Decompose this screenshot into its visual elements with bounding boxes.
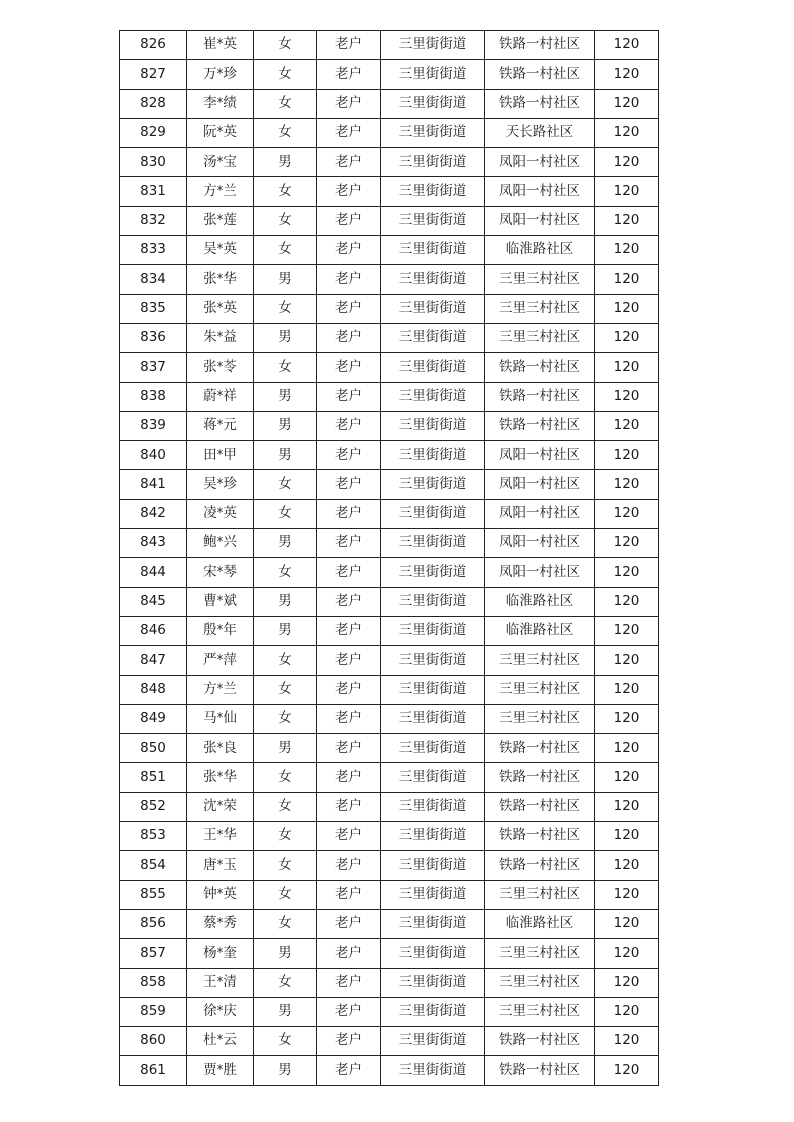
table-row [120, 675, 659, 704]
cell-amount: 120 [595, 968, 659, 997]
cell-amount: 120 [595, 353, 659, 382]
cell-name: 吴*英 [187, 236, 254, 265]
cell-gender: 男 [254, 1056, 317, 1085]
cell-community: 临淮路社区 [485, 616, 595, 645]
cell-amount: 120 [595, 206, 659, 235]
cell-street: 三里街街道 [381, 558, 485, 587]
cell-amount: 120 [595, 411, 659, 440]
table-row [120, 236, 659, 265]
cell-number: 834 [120, 265, 187, 294]
cell-amount: 120 [595, 587, 659, 616]
cell-gender: 女 [254, 909, 317, 938]
cell-street: 三里街街道 [381, 499, 485, 528]
cell-gender: 女 [254, 558, 317, 587]
cell-name: 凌*英 [187, 499, 254, 528]
cell-gender: 男 [254, 441, 317, 470]
cell-name: 万*珍 [187, 60, 254, 89]
cell-community: 铁路一村社区 [485, 1027, 595, 1056]
cell-community: 三里三村社区 [485, 968, 595, 997]
cell-household-type: 老户 [317, 822, 381, 851]
cell-household-type: 老户 [317, 382, 381, 411]
table-row [120, 31, 659, 60]
cell-gender: 女 [254, 236, 317, 265]
cell-name: 蔚*祥 [187, 382, 254, 411]
cell-number: 857 [120, 939, 187, 968]
cell-amount: 120 [595, 792, 659, 821]
cell-community: 三里三村社区 [485, 646, 595, 675]
cell-street: 三里街街道 [381, 441, 485, 470]
table-row [120, 763, 659, 792]
cell-number: 860 [120, 1027, 187, 1056]
table-row [120, 353, 659, 382]
cell-gender: 男 [254, 382, 317, 411]
cell-number: 841 [120, 470, 187, 499]
cell-name: 朱*益 [187, 323, 254, 352]
cell-number: 828 [120, 89, 187, 118]
cell-amount: 120 [595, 236, 659, 265]
cell-name: 殷*年 [187, 616, 254, 645]
cell-community: 铁路一村社区 [485, 851, 595, 880]
cell-amount: 120 [595, 265, 659, 294]
cell-amount: 120 [595, 997, 659, 1026]
cell-household-type: 老户 [317, 880, 381, 909]
table-row [120, 1027, 659, 1056]
cell-community: 凤阳一村社区 [485, 499, 595, 528]
cell-name: 蒋*元 [187, 411, 254, 440]
table-row [120, 616, 659, 645]
cell-street: 三里街街道 [381, 939, 485, 968]
cell-name: 马*仙 [187, 704, 254, 733]
table-row [120, 704, 659, 733]
table-row [120, 323, 659, 352]
cell-community: 凤阳一村社区 [485, 470, 595, 499]
cell-number: 861 [120, 1056, 187, 1085]
cell-household-type: 老户 [317, 763, 381, 792]
cell-gender: 男 [254, 997, 317, 1026]
cell-number: 835 [120, 294, 187, 323]
table-row [120, 148, 659, 177]
cell-street: 三里街街道 [381, 148, 485, 177]
table-body [120, 31, 659, 1086]
cell-name: 崔*英 [187, 31, 254, 60]
cell-gender: 女 [254, 792, 317, 821]
cell-number: 849 [120, 704, 187, 733]
cell-amount: 120 [595, 734, 659, 763]
table-row [120, 265, 659, 294]
cell-gender: 女 [254, 763, 317, 792]
cell-name: 严*萍 [187, 646, 254, 675]
cell-household-type: 老户 [317, 206, 381, 235]
cell-street: 三里街街道 [381, 31, 485, 60]
cell-community: 凤阳一村社区 [485, 177, 595, 206]
cell-number: 833 [120, 236, 187, 265]
cell-household-type: 老户 [317, 939, 381, 968]
cell-community: 凤阳一村社区 [485, 148, 595, 177]
cell-amount: 120 [595, 880, 659, 909]
cell-community: 临淮路社区 [485, 909, 595, 938]
cell-number: 840 [120, 441, 187, 470]
cell-number: 836 [120, 323, 187, 352]
cell-household-type: 老户 [317, 118, 381, 147]
cell-street: 三里街街道 [381, 616, 485, 645]
cell-name: 阮*英 [187, 118, 254, 147]
cell-name: 沈*荣 [187, 792, 254, 821]
cell-community: 铁路一村社区 [485, 1056, 595, 1085]
cell-name: 田*甲 [187, 441, 254, 470]
cell-gender: 女 [254, 499, 317, 528]
cell-community: 铁路一村社区 [485, 353, 595, 382]
cell-amount: 120 [595, 851, 659, 880]
cell-name: 张*良 [187, 734, 254, 763]
cell-number: 832 [120, 206, 187, 235]
cell-household-type: 老户 [317, 60, 381, 89]
cell-number: 844 [120, 558, 187, 587]
cell-number: 843 [120, 529, 187, 558]
cell-household-type: 老户 [317, 353, 381, 382]
cell-number: 830 [120, 148, 187, 177]
cell-amount: 120 [595, 323, 659, 352]
cell-community: 凤阳一村社区 [485, 441, 595, 470]
cell-amount: 120 [595, 763, 659, 792]
cell-amount: 120 [595, 646, 659, 675]
cell-number: 854 [120, 851, 187, 880]
cell-street: 三里街街道 [381, 60, 485, 89]
cell-number: 851 [120, 763, 187, 792]
cell-street: 三里街街道 [381, 382, 485, 411]
cell-household-type: 老户 [317, 441, 381, 470]
cell-household-type: 老户 [317, 236, 381, 265]
cell-street: 三里街街道 [381, 411, 485, 440]
cell-household-type: 老户 [317, 323, 381, 352]
cell-number: 838 [120, 382, 187, 411]
cell-amount: 120 [595, 118, 659, 147]
table-row [120, 880, 659, 909]
cell-gender: 男 [254, 734, 317, 763]
cell-street: 三里街街道 [381, 675, 485, 704]
cell-gender: 女 [254, 60, 317, 89]
cell-street: 三里街街道 [381, 704, 485, 733]
cell-amount: 120 [595, 89, 659, 118]
cell-household-type: 老户 [317, 968, 381, 997]
cell-household-type: 老户 [317, 89, 381, 118]
cell-name: 王*华 [187, 822, 254, 851]
cell-name: 徐*庆 [187, 997, 254, 1026]
cell-household-type: 老户 [317, 734, 381, 763]
cell-number: 827 [120, 60, 187, 89]
cell-household-type: 老户 [317, 529, 381, 558]
cell-gender: 男 [254, 323, 317, 352]
cell-household-type: 老户 [317, 470, 381, 499]
cell-household-type: 老户 [317, 1056, 381, 1085]
cell-name: 蔡*秀 [187, 909, 254, 938]
cell-number: 826 [120, 31, 187, 60]
cell-gender: 女 [254, 704, 317, 733]
cell-household-type: 老户 [317, 265, 381, 294]
table-row [120, 499, 659, 528]
cell-name: 张*华 [187, 763, 254, 792]
cell-number: 859 [120, 997, 187, 1026]
cell-household-type: 老户 [317, 31, 381, 60]
cell-gender: 女 [254, 118, 317, 147]
cell-community: 铁路一村社区 [485, 763, 595, 792]
cell-community: 凤阳一村社区 [485, 529, 595, 558]
cell-community: 天长路社区 [485, 118, 595, 147]
cell-community: 三里三村社区 [485, 323, 595, 352]
table-row [120, 1056, 659, 1085]
cell-gender: 女 [254, 646, 317, 675]
cell-amount: 120 [595, 148, 659, 177]
table-row [120, 558, 659, 587]
table-row [120, 382, 659, 411]
cell-gender: 女 [254, 294, 317, 323]
cell-street: 三里街街道 [381, 1056, 485, 1085]
cell-street: 三里街街道 [381, 851, 485, 880]
cell-household-type: 老户 [317, 997, 381, 1026]
cell-amount: 120 [595, 558, 659, 587]
cell-household-type: 老户 [317, 1027, 381, 1056]
cell-amount: 120 [595, 177, 659, 206]
table-row [120, 441, 659, 470]
cell-name: 宋*琴 [187, 558, 254, 587]
table-row [120, 294, 659, 323]
cell-street: 三里街街道 [381, 470, 485, 499]
cell-amount: 120 [595, 704, 659, 733]
cell-name: 唐*玉 [187, 851, 254, 880]
cell-amount: 120 [595, 529, 659, 558]
cell-gender: 女 [254, 206, 317, 235]
cell-street: 三里街街道 [381, 236, 485, 265]
cell-street: 三里街街道 [381, 529, 485, 558]
table-row [120, 822, 659, 851]
table-row [120, 177, 659, 206]
cell-name: 张*华 [187, 265, 254, 294]
cell-number: 846 [120, 616, 187, 645]
cell-community: 三里三村社区 [485, 675, 595, 704]
table-row [120, 646, 659, 675]
cell-amount: 120 [595, 939, 659, 968]
cell-gender: 女 [254, 31, 317, 60]
cell-gender: 女 [254, 470, 317, 499]
cell-number: 847 [120, 646, 187, 675]
cell-street: 三里街街道 [381, 792, 485, 821]
cell-number: 855 [120, 880, 187, 909]
cell-community: 铁路一村社区 [485, 734, 595, 763]
cell-gender: 女 [254, 675, 317, 704]
cell-household-type: 老户 [317, 294, 381, 323]
cell-name: 鲍*兴 [187, 529, 254, 558]
cell-community: 临淮路社区 [485, 587, 595, 616]
cell-number: 839 [120, 411, 187, 440]
cell-name: 张*莲 [187, 206, 254, 235]
cell-name: 杜*云 [187, 1027, 254, 1056]
cell-amount: 120 [595, 441, 659, 470]
cell-street: 三里街街道 [381, 763, 485, 792]
table-row [120, 792, 659, 821]
cell-household-type: 老户 [317, 148, 381, 177]
cell-community: 凤阳一村社区 [485, 206, 595, 235]
cell-gender: 女 [254, 968, 317, 997]
table-row [120, 997, 659, 1026]
cell-name: 贾*胜 [187, 1056, 254, 1085]
cell-amount: 120 [595, 31, 659, 60]
cell-community: 凤阳一村社区 [485, 558, 595, 587]
table-row [120, 118, 659, 147]
cell-household-type: 老户 [317, 851, 381, 880]
cell-name: 杨*奎 [187, 939, 254, 968]
cell-street: 三里街街道 [381, 294, 485, 323]
cell-household-type: 老户 [317, 616, 381, 645]
cell-gender: 男 [254, 587, 317, 616]
table-row [120, 909, 659, 938]
table-row [120, 939, 659, 968]
cell-street: 三里街街道 [381, 968, 485, 997]
cell-household-type: 老户 [317, 792, 381, 821]
cell-name: 汤*宝 [187, 148, 254, 177]
cell-community: 铁路一村社区 [485, 411, 595, 440]
cell-street: 三里街街道 [381, 353, 485, 382]
cell-household-type: 老户 [317, 411, 381, 440]
cell-street: 三里街街道 [381, 909, 485, 938]
cell-gender: 女 [254, 1027, 317, 1056]
cell-gender: 女 [254, 851, 317, 880]
cell-street: 三里街街道 [381, 265, 485, 294]
cell-gender: 男 [254, 148, 317, 177]
cell-street: 三里街街道 [381, 880, 485, 909]
cell-community: 三里三村社区 [485, 939, 595, 968]
cell-amount: 120 [595, 294, 659, 323]
cell-number: 856 [120, 909, 187, 938]
cell-community: 三里三村社区 [485, 265, 595, 294]
cell-household-type: 老户 [317, 177, 381, 206]
cell-household-type: 老户 [317, 499, 381, 528]
cell-household-type: 老户 [317, 704, 381, 733]
cell-street: 三里街街道 [381, 734, 485, 763]
cell-household-type: 老户 [317, 909, 381, 938]
cell-community: 临淮路社区 [485, 236, 595, 265]
table-row [120, 529, 659, 558]
cell-street: 三里街街道 [381, 206, 485, 235]
table-row [120, 470, 659, 499]
cell-amount: 120 [595, 60, 659, 89]
table-row [120, 411, 659, 440]
cell-street: 三里街街道 [381, 89, 485, 118]
cell-household-type: 老户 [317, 587, 381, 616]
cell-street: 三里街街道 [381, 177, 485, 206]
cell-community: 铁路一村社区 [485, 792, 595, 821]
cell-name: 王*清 [187, 968, 254, 997]
cell-street: 三里街街道 [381, 323, 485, 352]
cell-community: 铁路一村社区 [485, 822, 595, 851]
cell-gender: 女 [254, 177, 317, 206]
subsidy-list-table [119, 30, 659, 1086]
cell-amount: 120 [595, 909, 659, 938]
cell-amount: 120 [595, 616, 659, 645]
cell-name: 曹*斌 [187, 587, 254, 616]
cell-number: 858 [120, 968, 187, 997]
cell-amount: 120 [595, 470, 659, 499]
cell-community: 铁路一村社区 [485, 382, 595, 411]
table-row [120, 206, 659, 235]
cell-street: 三里街街道 [381, 997, 485, 1026]
cell-number: 845 [120, 587, 187, 616]
cell-name: 方*兰 [187, 675, 254, 704]
cell-community: 三里三村社区 [485, 997, 595, 1026]
cell-household-type: 老户 [317, 558, 381, 587]
cell-amount: 120 [595, 499, 659, 528]
table-row [120, 60, 659, 89]
cell-name: 方*兰 [187, 177, 254, 206]
cell-number: 848 [120, 675, 187, 704]
cell-street: 三里街街道 [381, 587, 485, 616]
cell-amount: 120 [595, 1056, 659, 1085]
cell-name: 张*英 [187, 294, 254, 323]
cell-gender: 女 [254, 880, 317, 909]
cell-gender: 女 [254, 89, 317, 118]
cell-gender: 男 [254, 616, 317, 645]
cell-number: 837 [120, 353, 187, 382]
table-row [120, 851, 659, 880]
cell-name: 张*苓 [187, 353, 254, 382]
cell-gender: 女 [254, 353, 317, 382]
cell-number: 853 [120, 822, 187, 851]
cell-street: 三里街街道 [381, 118, 485, 147]
cell-gender: 男 [254, 939, 317, 968]
table-row [120, 734, 659, 763]
cell-community: 铁路一村社区 [485, 31, 595, 60]
cell-number: 852 [120, 792, 187, 821]
cell-street: 三里街街道 [381, 1027, 485, 1056]
cell-name: 李*绩 [187, 89, 254, 118]
cell-community: 铁路一村社区 [485, 60, 595, 89]
cell-street: 三里街街道 [381, 646, 485, 675]
table-row [120, 968, 659, 997]
cell-gender: 女 [254, 822, 317, 851]
table-row [120, 587, 659, 616]
cell-gender: 男 [254, 411, 317, 440]
cell-number: 829 [120, 118, 187, 147]
cell-community: 三里三村社区 [485, 880, 595, 909]
table-row [120, 89, 659, 118]
cell-community: 铁路一村社区 [485, 89, 595, 118]
cell-amount: 120 [595, 675, 659, 704]
cell-amount: 120 [595, 1027, 659, 1056]
cell-gender: 男 [254, 265, 317, 294]
cell-gender: 男 [254, 529, 317, 558]
cell-community: 三里三村社区 [485, 294, 595, 323]
cell-number: 842 [120, 499, 187, 528]
cell-number: 831 [120, 177, 187, 206]
cell-name: 钟*英 [187, 880, 254, 909]
cell-amount: 120 [595, 822, 659, 851]
cell-number: 850 [120, 734, 187, 763]
cell-household-type: 老户 [317, 675, 381, 704]
cell-street: 三里街街道 [381, 822, 485, 851]
cell-amount: 120 [595, 382, 659, 411]
cell-community: 三里三村社区 [485, 704, 595, 733]
cell-name: 吴*珍 [187, 470, 254, 499]
cell-household-type: 老户 [317, 646, 381, 675]
